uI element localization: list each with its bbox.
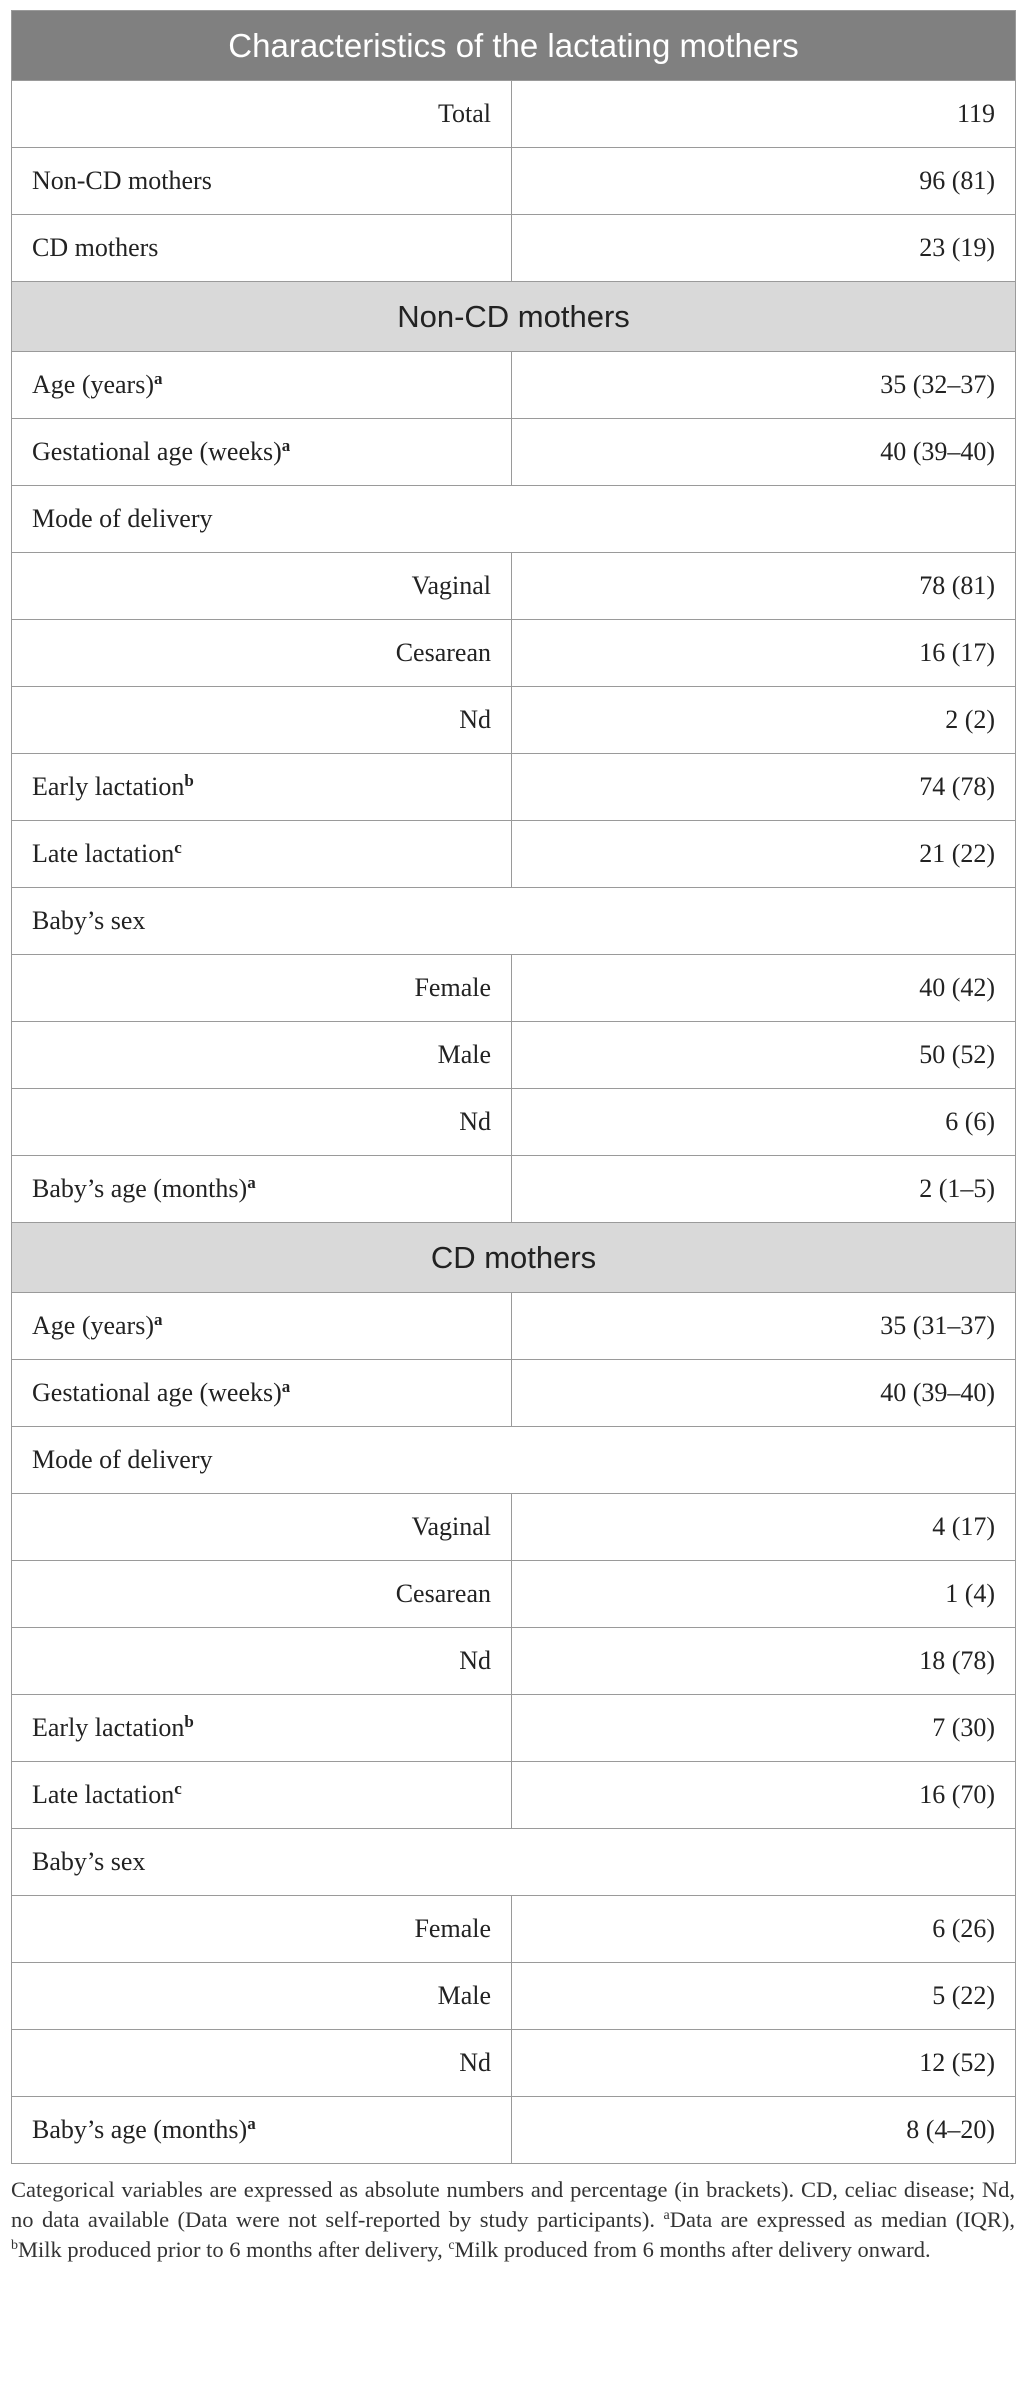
- footnote-marker: a: [247, 1173, 256, 1192]
- row-label-cell: [12, 2030, 512, 2097]
- row-value: 119: [512, 81, 1016, 148]
- table-row: [12, 1494, 1016, 1561]
- footnote-b-text: Milk produced prior to 6 months after delivery,: [18, 2237, 449, 2262]
- table-row: [12, 2030, 1016, 2097]
- row-value: 6 (6): [512, 1089, 1016, 1156]
- table-row: [12, 419, 1016, 486]
- table-body: [12, 11, 1016, 2164]
- table-row: [12, 486, 1016, 553]
- section-header-row: [12, 282, 1016, 352]
- row-value: 78 (81): [512, 553, 1016, 620]
- table-row: [12, 553, 1016, 620]
- footnote-marker-a: a: [663, 2208, 670, 2223]
- table-row: [12, 2097, 1016, 2164]
- row-label-cell: [12, 1695, 512, 1762]
- row-label: Non-CD mothers: [32, 166, 212, 195]
- table-row: [12, 81, 1016, 148]
- row-label-cell: [12, 1494, 512, 1561]
- footnote-a-text: Data are expressed as median (IQR),: [669, 2207, 1016, 2232]
- section-title: CD mothers: [12, 1223, 1016, 1293]
- row-value: 5 (22): [512, 1963, 1016, 2030]
- table-row: [12, 888, 1016, 955]
- row-value: 8 (4–20): [512, 2097, 1016, 2164]
- row-value: 2 (2): [512, 687, 1016, 754]
- footnote-marker: a: [247, 2114, 256, 2133]
- footnote-text: Categorical variables are expressed as absolute numbers and percentage (in brackets). CD, celiac disease; Nd, no data available (Data were not self-reported by study participants).: [11, 2177, 1015, 2232]
- footnote-marker: c: [174, 838, 182, 857]
- row-label-cell: [12, 1963, 512, 2030]
- row-value: 74 (78): [512, 754, 1016, 821]
- row-label: Mode of delivery: [32, 1445, 213, 1474]
- row-label-cell: [12, 215, 512, 282]
- footnote-marker: b: [184, 771, 194, 790]
- row-value: 2 (1–5): [512, 1156, 1016, 1223]
- table-row: [12, 1156, 1016, 1223]
- row-label: Total: [437, 99, 491, 128]
- row-label-cell: [12, 486, 1016, 553]
- table-row: [12, 148, 1016, 215]
- row-label-cell: [12, 2097, 512, 2164]
- row-label: Female: [414, 1914, 491, 1943]
- row-value: 35 (32–37): [512, 352, 1016, 419]
- row-value: 1 (4): [512, 1561, 1016, 1628]
- row-label-cell: [12, 821, 512, 888]
- footnote-marker: a: [154, 1310, 163, 1329]
- row-label-cell: [12, 1022, 512, 1089]
- document: [11, 10, 1015, 2265]
- table-row: [12, 1628, 1016, 1695]
- row-value: 6 (26): [512, 1896, 1016, 1963]
- row-value: 96 (81): [512, 148, 1016, 215]
- row-label: Cesarean: [395, 638, 491, 667]
- row-label: Early lactation: [32, 772, 185, 801]
- row-label-cell: [12, 1156, 512, 1223]
- row-label: Age (years): [32, 370, 154, 399]
- row-label-cell: [12, 1896, 512, 1963]
- table-row: [12, 687, 1016, 754]
- row-value: 18 (78): [512, 1628, 1016, 1695]
- row-label: Nd: [459, 1646, 491, 1675]
- row-label-cell: [12, 687, 512, 754]
- table-row: [12, 1896, 1016, 1963]
- row-label-cell: [12, 1293, 512, 1360]
- row-label: Mode of delivery: [32, 504, 213, 533]
- row-label-cell: [12, 553, 512, 620]
- row-label: Baby’s sex: [32, 906, 146, 935]
- row-label-cell: [12, 81, 512, 148]
- table-row: [12, 620, 1016, 687]
- row-label: Baby’s age (months): [32, 2115, 248, 2144]
- row-label-cell: [12, 955, 512, 1022]
- row-label-cell: [12, 1762, 512, 1829]
- row-label: Vaginal: [411, 1512, 491, 1541]
- table-row: [12, 352, 1016, 419]
- row-value: 7 (30): [512, 1695, 1016, 1762]
- table-row: [12, 955, 1016, 1022]
- row-label: Nd: [459, 2048, 491, 2077]
- row-label-cell: [12, 620, 512, 687]
- footnote-marker: a: [281, 1377, 291, 1396]
- row-label-cell: [12, 148, 512, 215]
- row-label-cell: [12, 888, 1016, 955]
- row-label: Late lactation: [32, 1780, 175, 1809]
- table-row: [12, 754, 1016, 821]
- table-row: [12, 1022, 1016, 1089]
- row-label: Female: [414, 973, 491, 1002]
- table-row: [12, 215, 1016, 282]
- footnote-marker-b: b: [11, 2238, 18, 2253]
- row-label: Baby’s age (months): [32, 1174, 248, 1203]
- table-footnote: [11, 2175, 1015, 2265]
- table-title-row: [12, 11, 1016, 81]
- table-row: [12, 1089, 1016, 1156]
- footnote-marker: c: [174, 1779, 182, 1798]
- row-value: 4 (17): [512, 1494, 1016, 1561]
- table-title: Characteristics of the lactating mothers: [12, 11, 1016, 81]
- row-value: 21 (22): [512, 821, 1016, 888]
- table-row: [12, 1695, 1016, 1762]
- row-value: 40 (42): [512, 955, 1016, 1022]
- row-value: 40 (39–40): [512, 419, 1016, 486]
- row-label: Cesarean: [395, 1579, 491, 1608]
- row-label: CD mothers: [32, 233, 159, 262]
- footnote-marker-c: c: [448, 2238, 455, 2253]
- table-row: [12, 1561, 1016, 1628]
- row-label: Gestational age (weeks): [32, 1378, 282, 1407]
- footnote-marker: a: [281, 436, 291, 455]
- table-row: [12, 1427, 1016, 1494]
- table-row: [12, 1963, 1016, 2030]
- row-value: 23 (19): [512, 215, 1016, 282]
- row-label-cell: [12, 419, 512, 486]
- table-row: [12, 1829, 1016, 1896]
- row-label-cell: [12, 352, 512, 419]
- row-label-cell: [12, 1427, 1016, 1494]
- row-label-cell: [12, 1561, 512, 1628]
- row-value: 12 (52): [512, 2030, 1016, 2097]
- row-label-cell: [12, 1089, 512, 1156]
- row-label: Nd: [459, 1107, 491, 1136]
- row-value: 40 (39–40): [512, 1360, 1016, 1427]
- footnote-marker: b: [184, 1712, 194, 1731]
- row-label-cell: [12, 1628, 512, 1695]
- row-label: Gestational age (weeks): [32, 437, 282, 466]
- row-value: 16 (70): [512, 1762, 1016, 1829]
- row-label: Baby’s sex: [32, 1847, 146, 1876]
- row-label: Late lactation: [32, 839, 175, 868]
- row-value: 50 (52): [512, 1022, 1016, 1089]
- characteristics-table: [11, 10, 1016, 2164]
- row-label-cell: [12, 754, 512, 821]
- row-label: Age (years): [32, 1311, 154, 1340]
- row-label: Early lactation: [32, 1713, 185, 1742]
- row-label: Male: [437, 1981, 491, 2010]
- table-row: [12, 1293, 1016, 1360]
- row-label-cell: [12, 1360, 512, 1427]
- row-label: Nd: [459, 705, 491, 734]
- table-row: [12, 1762, 1016, 1829]
- row-value: 35 (31–37): [512, 1293, 1016, 1360]
- row-label: Male: [437, 1040, 491, 1069]
- section-header-row: [12, 1223, 1016, 1293]
- row-value: 16 (17): [512, 620, 1016, 687]
- row-label: Vaginal: [411, 571, 491, 600]
- section-title: Non-CD mothers: [12, 282, 1016, 352]
- table-row: [12, 1360, 1016, 1427]
- table-row: [12, 821, 1016, 888]
- footnote-marker: a: [154, 369, 163, 388]
- footnote-c-text: Milk produced from 6 months after delivery onward.: [454, 2237, 931, 2262]
- row-label-cell: [12, 1829, 1016, 1896]
